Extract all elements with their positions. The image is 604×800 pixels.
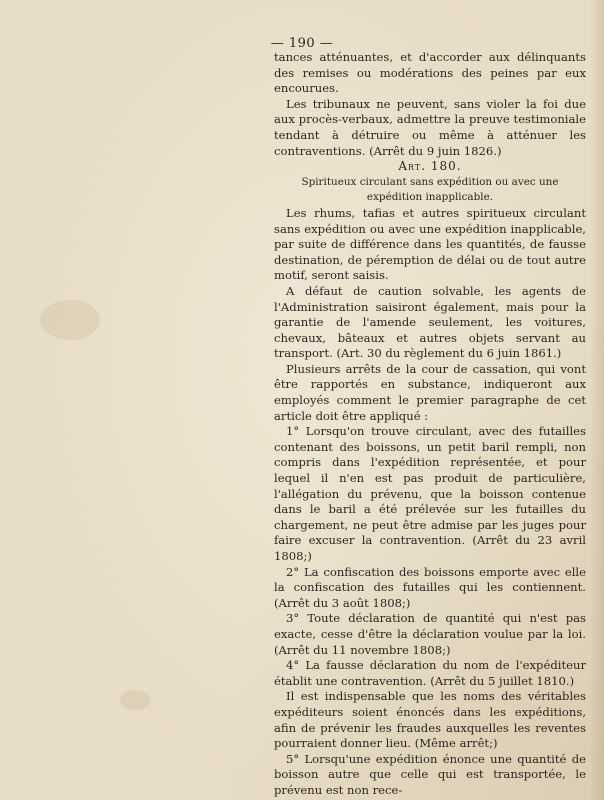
- paragraph: 2° La confiscation des boissons emporte avec elle la confiscation des futailles qui les contiennent. (Arrêt du 3 août 1808;): [274, 564, 586, 610]
- paragraph: 4° La fausse déclaration du nom de l'expéditeur établit une contravention. (Arrêt du 5 juillet 1810.): [274, 658, 586, 688]
- paper-stain: [40, 300, 100, 340]
- paragraph: A défaut de caution solvable, les agents de l'Administration saisiront également, mais pour la garantie de l'amende seulement, les voitures, chevaux, bâteaux et autres objets servant au transport. (Art. 30 du règlement du 6 juin 1861.): [274, 283, 586, 361]
- text-column: [274, 50, 586, 799]
- page-number: — 190 —: [270, 36, 334, 51]
- page-edge-shadow: [590, 0, 604, 800]
- article-subtitle: Spiritueux circulant sans expédition ou avec une expédition inapplicable.: [301, 175, 559, 204]
- article-heading: Art. 180.: [398, 159, 462, 174]
- paragraph: Les tribunaux ne peuvent, sans violer la foi due aux procès-verbaux, admettre la preuve testimoniale tendant à détruire ou même à atténuer les contraventions. (Arrêt du 9 juin 1826.): [274, 96, 586, 158]
- paragraph: 5° Lorsqu'une expédition énonce une quantité de boisson autre que celle qui est transportée, le prévenu est non rece-: [274, 751, 586, 797]
- paragraph: tances atténuantes, et d'accorder aux délinquants des remises ou modérations des peines par eux encourues.: [274, 50, 586, 96]
- paragraph: Il est indispensable que les noms des véritables expéditeurs soient énoncés dans les expéditions, afin de prévenir les fraudes auxquelles les reventes pourraient donner lieu. (Même arrêt;): [274, 689, 586, 751]
- paper-stain: [120, 690, 150, 710]
- paragraph: 1° Lorsqu'on trouve circulant, avec des futailles contenant des boissons, un petit baril rempli, non compris dans l'expédition représentée, et pour lequel il n'en est pas produit de particulière, l'allégation du prévenu, que la boisson contenue dans le baril a été prélevée sur les futailles du chargement, ne peut être admise par les juges pour faire excuser la contravention. (Arrêt du 23 avril 1808;): [274, 424, 586, 563]
- paragraph: Les rhums, tafias et autres spiritueux circulant sans expédition ou avec une expédition inapplicable, par suite de différence dans les quantités, de fausse destination, de péremption de délai ou de tout autre motif, seront saisis.: [274, 205, 586, 283]
- paragraph: Plusieurs arrêts de la cour de cassation, qui vont être rapportés en substance, indiqueront aux employés comment le premier paragraphe de cet article doit être appliqué :: [274, 361, 586, 423]
- paragraph: 3° Toute déclaration de quantité qui n'est pas exacte, cesse d'être la déclaration voulue par la loi. (Arrêt du 11 novembre 1808;): [274, 611, 586, 657]
